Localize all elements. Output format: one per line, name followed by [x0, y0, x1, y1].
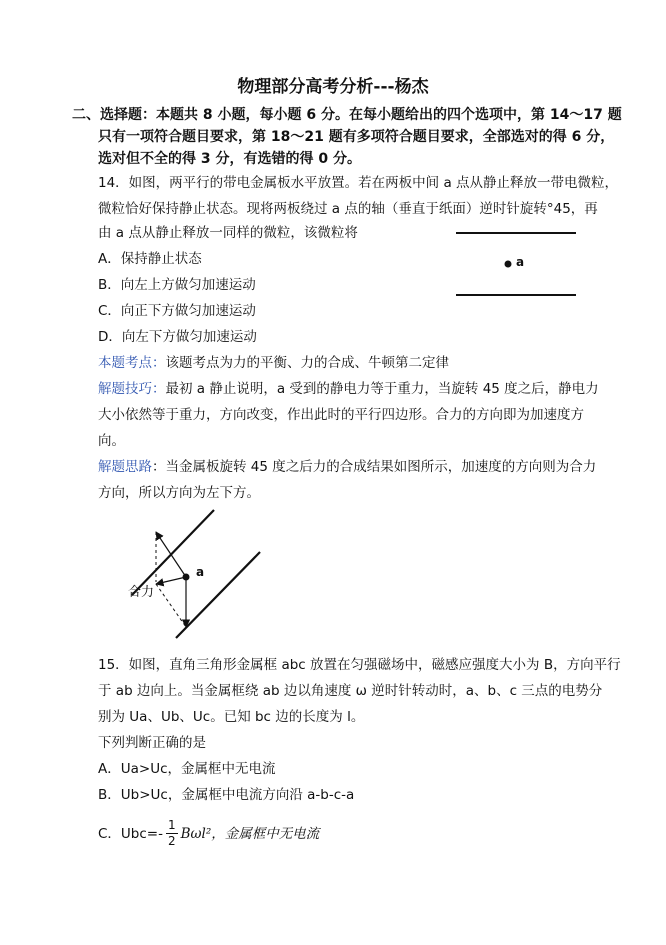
- parallelogram-dashed-2: [156, 584, 186, 627]
- jiqiao-line3: 向。: [98, 433, 125, 449]
- jiqiao-label: 解题技巧：: [98, 381, 166, 397]
- q15-line1: 15．如图，直角三角形金属框 abc 放置在匀强磁场中，磁感应强度大小为 B，方向平行: [98, 657, 621, 673]
- q15-option-a: A．Ua>Uc，金属框中无电流: [98, 761, 276, 777]
- silu-label: 解题思路: [98, 459, 152, 475]
- kaodian-text: 该题考点为力的平衡、力的合成、牛顿第二定律: [165, 355, 449, 371]
- jiqiao-text-1: 最初 a 静止说明，a 受到的静电力等于重力，当旋转 45 度之后，静电力: [165, 381, 599, 397]
- force-point-dot: [183, 574, 190, 581]
- silu-text-1: ：当金属板旋转 45 度之后力的合成结果如图所示，加速度的方向则为合力: [152, 459, 597, 475]
- q15-option-c-prefix: C．Ubc=-: [98, 825, 163, 842]
- q14-line2: 微粒恰好保持静止状态。现将两板绕过 a 点的轴（垂直于纸面）逆时针旋转°45，再: [98, 201, 598, 217]
- silu-line1: [98, 456, 596, 478]
- section-heading-line3: 选对但不全的得 3 分，有选错的得 0 分。: [98, 151, 361, 167]
- q15-option-b: B．Ub>Uc，金属框中电流方向沿 a-b-c-a: [98, 787, 355, 803]
- force-diagram: [120, 500, 270, 645]
- parallel-plates-figure: [450, 225, 580, 300]
- resultant-force-label: 合力: [128, 585, 155, 600]
- q15-line4: 下列判断正确的是: [98, 735, 206, 751]
- point-a-dot: [505, 261, 512, 268]
- silu-line2: 方向，所以方向为左下方。: [98, 485, 260, 501]
- section-heading-line2: 只有一项符合题目要求，第 18～21 题有多项符合题目要求，全部选对的得 6 分，: [98, 129, 615, 145]
- kaodian-line: [98, 352, 449, 374]
- force-point-label: a: [196, 565, 205, 579]
- jiqiao-line2: 大小依然等于重力，方向改变，作出此时的平行四边形。合力的方向即为加速度方: [98, 407, 584, 423]
- q14-option-c: C．向正下方做匀加速运动: [98, 303, 256, 319]
- q15-line3: 别为 Ua、Ub、Uc。已知 bc 边的长度为 l。: [98, 709, 365, 725]
- fraction-numerator: 1: [167, 818, 176, 832]
- q14-line3: 由 a 点从静止释放一同样的微粒，该微粒将: [98, 225, 358, 241]
- jiqiao-line1: [98, 378, 599, 400]
- q15-option-c: [98, 818, 319, 849]
- fraction-denominator: 2: [167, 834, 176, 848]
- q15-option-c-fraction: [166, 818, 178, 849]
- q14-option-b: B．向左上方做匀加速运动: [98, 277, 256, 293]
- q15-line2: 于 ab 边向上。当金属框绕 ab 边以角速度 ω 逆时针转动时，a、b、c 三点的电势分: [98, 683, 603, 699]
- q14-option-d: D．向左下方做匀加速运动: [98, 329, 257, 345]
- page-title: 物理部分高考分析---杨杰: [237, 77, 429, 97]
- electric-force-arrow: [156, 532, 186, 577]
- q14-option-a: A．保持静止状态: [98, 251, 202, 267]
- section-heading-line1: 二、选择题：本题共 8 小题，每小题 6 分。在每小题给出的四个选项中，第 14～17 题: [72, 107, 622, 123]
- resultant-force-arrow: [156, 577, 186, 584]
- q15-option-c-suffix: Bωl²，金属框中无电流: [180, 825, 320, 842]
- point-a-label: a: [516, 255, 525, 269]
- kaodian-label: 本题考点：: [98, 355, 166, 371]
- rotated-plate-lower: [176, 552, 260, 638]
- q14-line1: 14．如图，两平行的带电金属板水平放置。若在两板中间 a 点从静止释放一带电微粒，: [98, 175, 619, 191]
